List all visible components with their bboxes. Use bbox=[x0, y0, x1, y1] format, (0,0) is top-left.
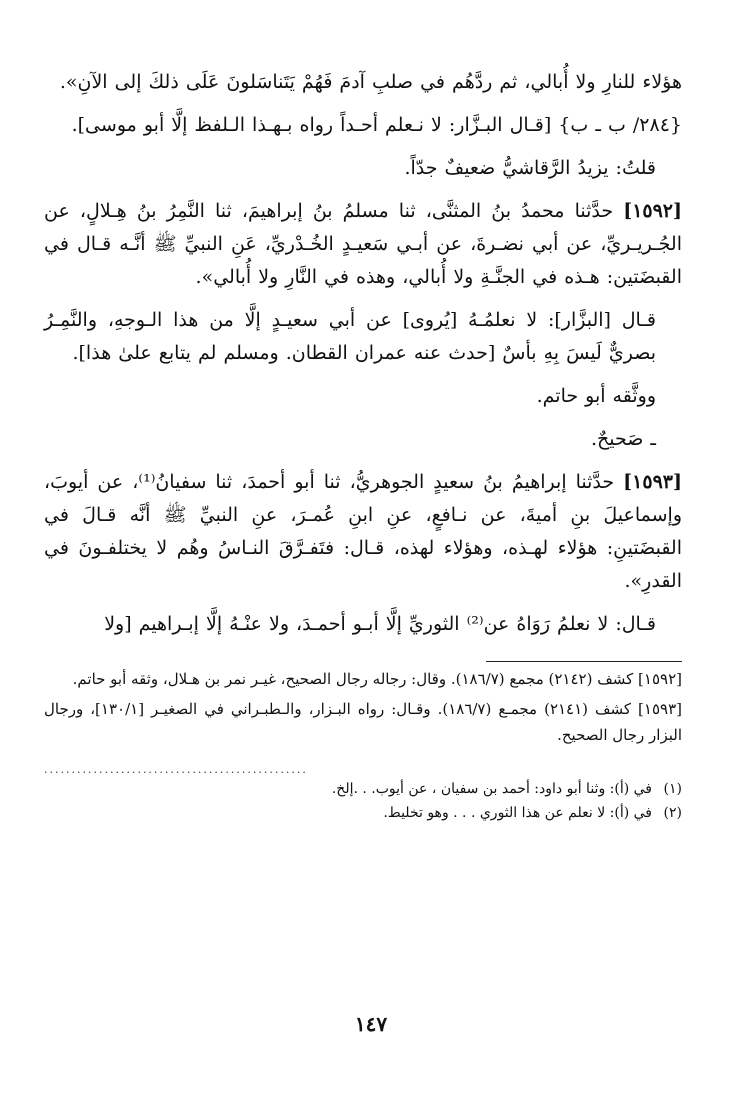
page-number: ١٤٧ bbox=[354, 1012, 388, 1036]
paragraph-grade: ـ صَحيحٌ. bbox=[590, 428, 656, 450]
hadith-number: [١٥٩٢] bbox=[623, 200, 683, 222]
note-1592: [١٥٩٢] كشف (٢١٤٢) مجمع (١٨٦/٧). وقال: رجاله رجال الصحيح، غيـر نمر بن هـلال، وثقه أبو حاتم. bbox=[72, 670, 682, 688]
paragraph-bazzar-comment: {٢٨٤/ ب ـ ب} [قـال البـزَّار: لا نـعلم أحـداً رواه بـهـذا الـلفظ إلَّا أبو موسى]. bbox=[71, 114, 682, 136]
paragraph-continuation: هؤلاء للنارِ ولا أُبالي، ثم ردَّهُم في صلبِ آدمَ فَهُمْ يَتَناسَلونَ عَلَى ذلكَ إلى الآنِ». bbox=[59, 71, 682, 93]
paragraph-abu-hatim: ووثَّقه أبو حاتم. bbox=[536, 385, 656, 407]
paragraph-bazzar-1593: قـال: لا نعلمُ رَوَاهُ عن⁽²⁾ الثوريِّ إلَّا أبـو أحمـدَ، ولا عنْـهُ إلَّا إبـراهيم [ولا bbox=[104, 613, 656, 635]
paragraph-bazzar-1592: قـال [البزَّار]: لا نعلمُـهُ [يُروى] عن أبي سعيـدٍ إلَّا من هذا الـوجهِ، والنَّمِـرُ بصريٌّ لَيسَ بِهِ بأسٌ [حدث عنه عمران القطان. ومسلم لم يتابع علىٰ هذا]. bbox=[44, 309, 656, 364]
paragraph-author-note: قلتُ: يزيدُ الرَّقاشيُّ ضعيفٌ جدّاً. bbox=[404, 157, 656, 179]
footnote-divider: ................................................ bbox=[44, 763, 308, 776]
hadith-1593 bbox=[44, 466, 682, 598]
main-text bbox=[44, 66, 682, 641]
takhrij-notes bbox=[44, 666, 682, 748]
hadith-1592 bbox=[44, 195, 682, 294]
hadith-text: حدَّثنا إبراهيمُ بنُ سعيدٍ الجوهريُّ، ثنا أبو أحمدَ، ثنا سفيانُ⁽¹⁾، عن أيوبَ، وإسماعيلَ بنِ أميةَ، عن نـافعٍ، عنِ ابنِ عُمـرَ، عنِ النبيِّ ﷺ أنَّه قـالَ في القبضَتينِ: هؤلاء لهـذه، وهؤلاء لهذه، قـال: فتَفـرَّقَ النـاسُ وهُم لا يختلفـونَ في القدرِ». bbox=[44, 471, 682, 592]
footnote-1: (١)في (أ): وثنا أبو داود: أحمد بن سفيان ، عن أيوب. . .إلخ. bbox=[331, 781, 682, 797]
footnote-2: (٢)في (أ): لا نعلم عن هذا الثوري . . . وهو تخليط. bbox=[383, 805, 682, 821]
notes-divider bbox=[44, 661, 682, 662]
note-1593: [١٥٩٣] كشف (٢١٤١) مجمـع (١٨٦/٧). وقـال: رواه البـزار، والـطبـراني في الصغيـر [١٣٠/١]، ورجال البزار رجال الصحيح. bbox=[44, 700, 682, 744]
footnotes bbox=[44, 777, 682, 825]
hadith-text: حدَّثنا محمدُ بنُ المثنَّى، ثنا مسلمُ بنُ إبراهيمَ، ثنا النَّمِرُ بنُ هِـلالٍ، عن الجُـريـريِّ، عن أبي نضـرةَ، عن أبـي سَعيـدٍ الخُـدْريِّ، عَنِ النبيِّ ﷺ أنَّـه قـال في القبضَتين: هـذه في الجنَّـةِ ولا أُبالي، وهذه في النَّارِ ولا أُبالي». bbox=[44, 200, 682, 288]
hadith-number: [١٥٩٣] bbox=[623, 471, 682, 493]
